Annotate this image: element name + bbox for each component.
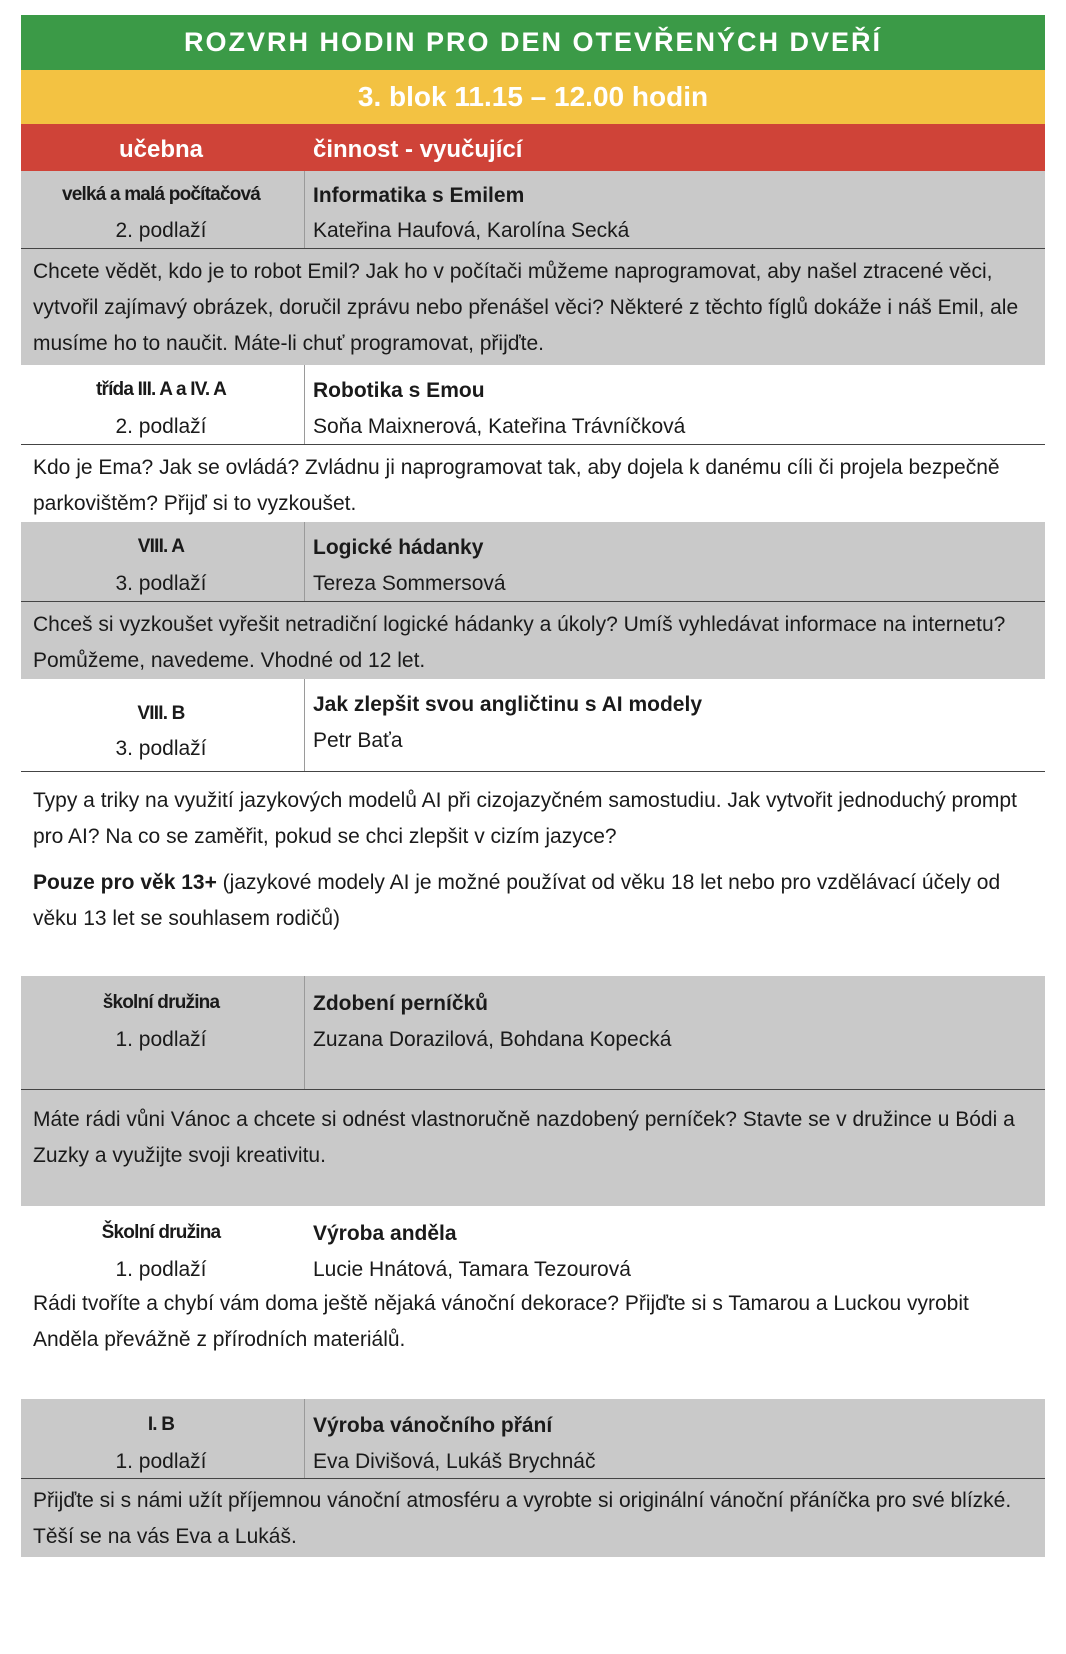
column-header-activity: činnost - vyučující	[313, 136, 523, 163]
entry-room: velká a malá počítačová	[61, 184, 261, 205]
entry-title: Robotika s Emou	[313, 379, 485, 402]
entry-room: I. B	[147, 1414, 175, 1435]
entry-room: VIII. B	[137, 703, 185, 724]
entry-title: Výroba vánočního přání	[313, 1414, 553, 1437]
entry-description-block	[21, 1479, 1045, 1557]
entry-description: Kdo je Ema? Jak se ovládá? Zvládnu ji naprogramovat tak, aby dojela k danému cíli či projela bezpečně parkovištěm? Přijď si to vyzkoušet.	[33, 456, 1000, 515]
entry-description: Chcete vědět, kdo je to robot Emil? Jak ho v počítači můžeme naprogramovat, aby našel ztracené věci, vytvořil zajímavý obrázek, doručil zprávu nebo přenášel věci? Některé z těchto fíglů dokáže i náš Emil, ale musíme ho to naučit. Máte-li chuť programovat, přijďte.	[33, 260, 1019, 355]
entry-title: Jak zlepšit svou angličtinu s AI modely	[313, 693, 702, 716]
entry-title: Výroba anděla	[313, 1222, 457, 1245]
table-header	[21, 124, 1045, 171]
entry-header	[21, 171, 1045, 249]
entry-header	[21, 365, 1045, 445]
entry-header	[21, 1399, 1045, 1479]
entry-teachers: Petr Baťa	[313, 729, 403, 752]
entry-header	[21, 1206, 1045, 1286]
entry-note	[21, 855, 1045, 937]
page-title: ROZVRH HODIN PRO DEN OTEVŘENÝCH DVEŘÍ	[21, 15, 1045, 70]
entry-header	[21, 679, 1045, 772]
entry-title: Informatika s Emilem	[313, 184, 525, 207]
entry-teachers: Kateřina Haufová, Karolína Secká	[313, 219, 630, 242]
entry-teachers: Lucie Hnátová, Tamara Tezourová	[313, 1258, 631, 1281]
block-time: 3. blok 11.15 – 12.00 hodin	[21, 70, 1045, 124]
entry-room: Školní družina	[101, 1222, 221, 1243]
entry-description: Máte rádi vůni Vánoc a chcete si odnést vlastnoručně nazdobený perníček? Stavte se v družince u Bódi a Zuzky a využijte svoji kreativitu.	[33, 1108, 1015, 1167]
entry-header	[21, 976, 1045, 1090]
entry-room: školní družina	[102, 992, 220, 1013]
entry-title: Logické hádanky	[313, 536, 484, 559]
schedule-page	[21, 15, 1045, 1557]
entry-description-block	[21, 602, 1045, 679]
entry-teachers: Zuzana Dorazilová, Bohdana Kopecká	[313, 1028, 672, 1051]
entry-description-block	[21, 772, 1045, 976]
entry-description-block	[21, 1286, 1045, 1399]
entry-note-text: (jazykové modely AI je možné používat od věku 18 let nebo pro vzdělávací účely od věku 13 let se souhlasem rodičů)	[33, 871, 1001, 930]
entry-floor: 3. podlaží	[115, 572, 207, 595]
entry-room: třída III. A a IV. A	[95, 379, 227, 400]
entry-description: Typy a triky na využití jazykových modelů AI při cizojazyčném samostudiu. Jak vytvořit jednoduchý prompt pro AI? Na co se zaměřit, pokud se chci zlepšit v cizím jazyce?	[33, 789, 1017, 848]
entry-description-block	[21, 1090, 1045, 1206]
entry-room: VIII. A	[137, 536, 185, 557]
entry-note-bold: Pouze pro věk 13+	[33, 871, 217, 894]
entry-description: Chceš si vyzkoušet vyřešit netradiční logické hádanky a úkoly? Umíš vyhledávat informace na internetu? Pomůžeme, navedeme. Vhodné od 12 let.	[33, 613, 1006, 672]
entry-title: Zdobení perníčků	[313, 992, 489, 1015]
entry-teachers: Eva Divišová, Lukáš Brychnáč	[313, 1450, 596, 1473]
entry-teachers: Tereza Sommersová	[313, 572, 506, 595]
entry-teachers: Soňa Maixnerová, Kateřina Trávníčková	[313, 415, 686, 438]
entry-floor: 3. podlaží	[115, 737, 207, 760]
entry-header	[21, 522, 1045, 602]
entry-floor: 1. podlaží	[115, 1028, 207, 1051]
entry-description: Rádi tvoříte a chybí vám doma ještě nějaká vánoční dekorace? Přijďte si s Tamarou a Luckou vyrobit Anděla převážně z přírodních materiálů.	[33, 1292, 969, 1351]
entry-floor: 1. podlaží	[115, 1258, 207, 1281]
column-header-room: učebna	[118, 136, 204, 163]
entry-description-block	[21, 249, 1045, 365]
entry-description: Přijďte si s námi užít příjemnou vánoční atmosféru a vyrobte si originální vánoční přáníčka pro své blízké. Těší se na vás Eva a Lukáš.	[33, 1489, 1012, 1548]
entry-floor: 2. podlaží	[115, 415, 207, 438]
entry-floor: 1. podlaží	[115, 1450, 207, 1473]
entry-floor: 2. podlaží	[115, 219, 207, 242]
entry-description-block	[21, 445, 1045, 522]
